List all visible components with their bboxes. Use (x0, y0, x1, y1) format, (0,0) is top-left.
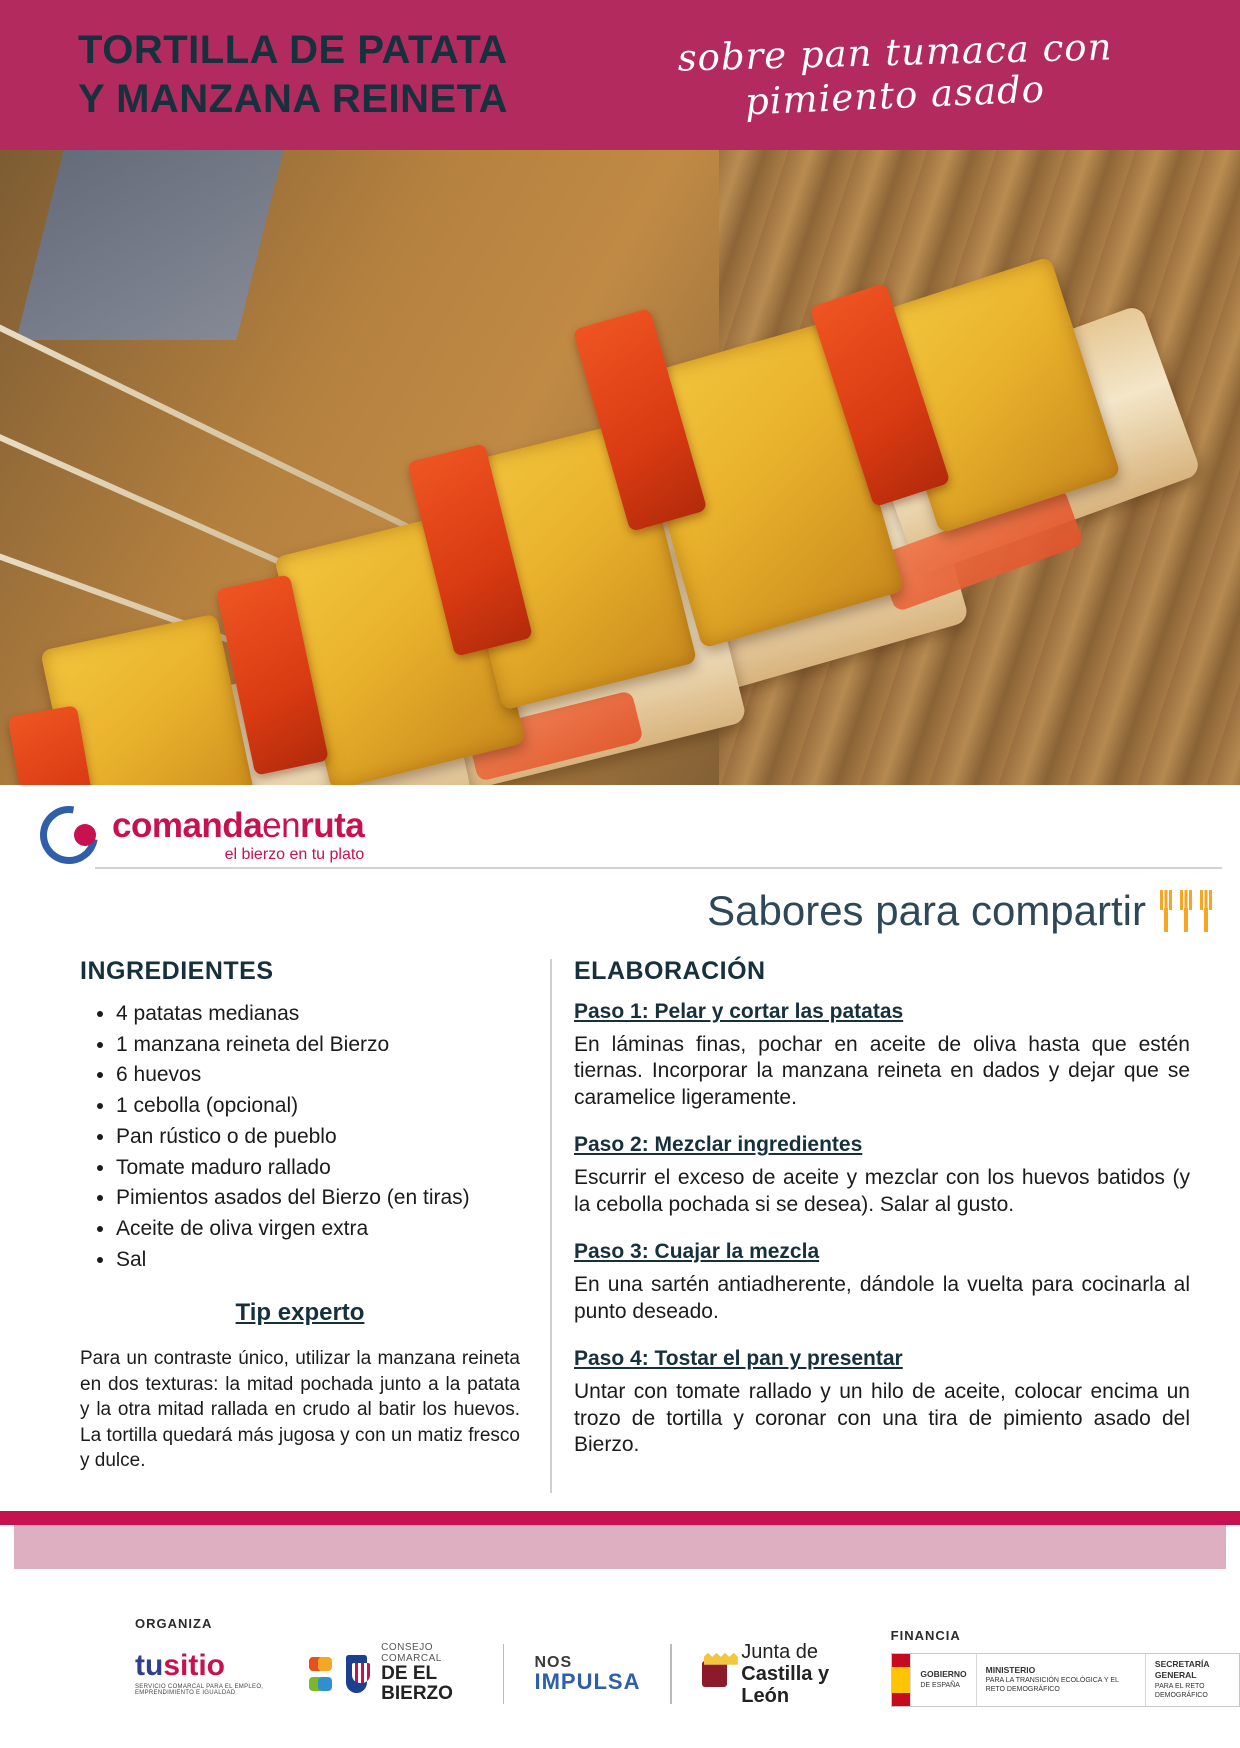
ingredients-column (30, 957, 550, 1493)
step-block (574, 1347, 1190, 1458)
gob-cell-1-top: GOBIERNO (920, 1669, 967, 1680)
impulsa-text: IMPULSA (534, 1668, 641, 1694)
recipe-title-line-2: Y MANZANA REINETA (78, 77, 508, 121)
gob-cell-2 (976, 1654, 1145, 1706)
financia-block (891, 1628, 1240, 1707)
gob-cell-2-bottom: PARA LA TRANSICIÓN ECOLÓGICA Y EL RETO DEMOGRÁFICO (985, 1677, 1119, 1694)
junta-text: Junta de (741, 1640, 818, 1663)
brand-name (112, 805, 365, 845)
header-title-block (0, 26, 600, 124)
list-item: • 1 manzana reineta del Bierzo (116, 1031, 520, 1059)
step-title: Paso 2: Mezclar ingredientes (574, 1133, 863, 1157)
gob-cell-1 (910, 1654, 975, 1706)
footer-divider-2 (670, 1644, 671, 1704)
fork-icon-2 (1180, 890, 1192, 932)
step-body: Escurrir el exceso de aceite y mezclar con los huevos batidos (y la cebolla pochada si se desea). Salar al gusto. (574, 1166, 1190, 1216)
brand-wordmark (112, 805, 365, 863)
tip-title: Tip experto (235, 1299, 365, 1327)
jcyl-logo (702, 1641, 836, 1707)
tusitio-wordmark (135, 1651, 295, 1681)
gob-cell-1-bottom: DE ESPAÑA (920, 1681, 960, 1689)
gob-cell-3 (1145, 1654, 1239, 1706)
step-title: Paso 4: Tostar el pan y presentar (574, 1347, 903, 1371)
recipe-subtitle-line-1: sobre pan tumaca con (677, 25, 1113, 80)
nos-text: NOS (534, 1653, 573, 1671)
footer-divider-1 (503, 1644, 504, 1704)
brand-name-part2: en (262, 805, 301, 845)
jcyl-crown-icon (702, 1661, 727, 1687)
list-item: • Tomate maduro rallado (116, 1154, 520, 1182)
comandaenruta-logo-icon (40, 806, 98, 864)
step-block (574, 1000, 1190, 1111)
castilla-text: Castilla y León (741, 1662, 830, 1707)
recipe-content (0, 935, 1240, 1493)
list-item: • Pan rústico o de pueblo (116, 1123, 520, 1151)
tusitio-part1: tu (135, 1649, 164, 1683)
step-body: En una sartén antiadherente, dándole la vuelta para cocinarla al punto deseado. (574, 1273, 1190, 1323)
list-item: • 6 huevos (116, 1061, 520, 1089)
logo-ring-shape (29, 795, 110, 876)
brand-name-part3: ruta (300, 805, 365, 845)
list-item: • Sal (116, 1246, 520, 1274)
tusitio-subtitle: SERVICIO COMARCAL PARA EL EMPLEO, EMPRENDIMIENTO E IGUALDAD (135, 1684, 264, 1697)
ingredients-title: INGREDIENTES (80, 957, 274, 985)
recipe-title-line-1: TORTILLA DE PATATA (78, 28, 508, 73)
page-footer (0, 1569, 1240, 1719)
column-divider (550, 959, 552, 1493)
brand-tagline: el bierzo en tu plato (224, 845, 365, 863)
step-body: Untar con tomate rallado y un hilo de aceite, colocar encima un trozo de tortilla y coronar con una tira de pimiento asado del Bierzo. (574, 1380, 1190, 1457)
tusitio-logo (135, 1651, 295, 1696)
list-item: • Aceite de oliva virgen extra (116, 1215, 520, 1243)
organiza-block (135, 1616, 836, 1707)
gob-cell-3-bottom: PARA EL RETO DEMOGRÁFICO (1154, 1682, 1208, 1700)
elaboration-title: ELABORACIÓN (574, 957, 766, 985)
pale-divider-bar (14, 1525, 1226, 1569)
elaboration-column (574, 957, 1210, 1493)
organiza-label: ORGANIZA (135, 1615, 213, 1631)
list-item: • Pimientos asados del Bierzo (en tiras) (116, 1184, 520, 1212)
gob-cell-2-top: MINISTERIO (985, 1664, 1036, 1675)
step-block (574, 1133, 1190, 1218)
consejo-small-text: CONSEJO COMARCAL (381, 1642, 442, 1664)
step-block (574, 1240, 1190, 1325)
forks-icon-group (1160, 890, 1212, 932)
gob-cell-3-top: SECRETARÍA GENERAL (1154, 1658, 1210, 1681)
financia-label: FINANCIA (890, 1627, 961, 1643)
header-subtitle-block (600, 25, 1210, 124)
jcyl-wordmark (741, 1641, 835, 1707)
consejo-shield-icon (346, 1655, 367, 1693)
spain-flag-icon (892, 1654, 911, 1706)
step-body: En láminas finas, pochar en aceite de oliva hasta que estén tiernas. Incorporar la manzana reineta en dados y dejar que se caramelice ligeramente. (574, 1033, 1190, 1109)
section-tagline (0, 885, 1240, 935)
brand-row (0, 785, 1240, 885)
tip-body: Para un contraste único, utilizar la manzana reineta en dos texturas: la mitad pochada junto a la patata y la otra mitad rallada en crudo al batir los huevos. La tortilla quedará más jugosa y con un matiz fresco y dulce. (80, 1348, 520, 1472)
fork-icon-1 (1160, 890, 1172, 932)
step-title: Paso 3: Cuajar la mezcla (574, 1240, 820, 1264)
pinwheel-icon (309, 1657, 333, 1691)
tusitio-part2: sitio (163, 1649, 225, 1683)
organiza-logos (135, 1641, 836, 1707)
pink-divider-bar (0, 1511, 1240, 1525)
gobierno-espana-logo (891, 1653, 1240, 1707)
list-item: • 4 patatas medianas (116, 1000, 520, 1028)
step-title: Paso 1: Pelar y cortar las patatas (574, 1000, 904, 1023)
consejo-big-text: DE EL BIERZO (381, 1663, 453, 1705)
fork-icon-3 (1200, 890, 1212, 932)
nos-impulsa-logo (534, 1655, 640, 1693)
brand-name-part1: comanda (112, 805, 263, 845)
page-header (0, 0, 1240, 150)
recipe-photo (0, 150, 1240, 785)
list-item: • 1 cebolla (opcional) (116, 1092, 520, 1120)
logo-dot-shape (74, 824, 96, 846)
recipe-subtitle-line-2: pimiento asado (744, 67, 1046, 124)
brand-divider (95, 867, 1222, 869)
ingredients-list (84, 1000, 520, 1273)
consejo-comarcal-logo (381, 1643, 473, 1704)
tagline-text: Sabores para compartir (707, 887, 1146, 934)
